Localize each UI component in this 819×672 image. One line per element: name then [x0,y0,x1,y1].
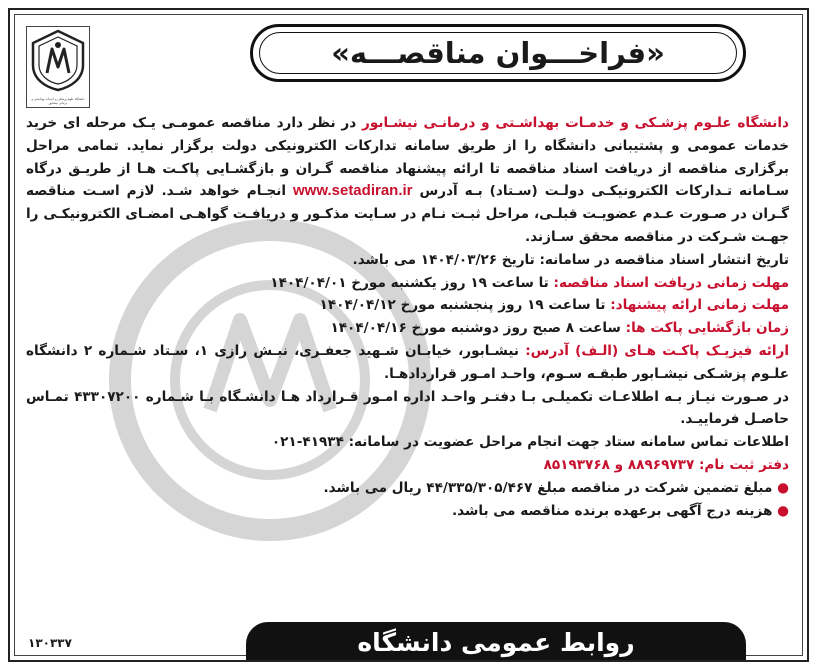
university-name: دانشگاه علـوم پزشـکی و خدمـات بهداشـتی و درمانـی نیشـابور [362,115,789,131]
logo-emblem-icon [27,27,89,93]
header-ribbon [250,24,746,82]
bid-deadline-value: تا ساعت ۱۹ روز پنجشنبه مورخ ۱۴۰۴/۰۴/۱۲ [319,297,606,314]
opening-value: ساعت ۸ صبح روز دوشنبه مورخ ۱۴۰۴/۰۴/۱۶ [330,320,621,337]
guarantee-row [26,477,789,500]
footer-banner [246,622,746,662]
intro-paragraph [26,112,789,249]
logo-caption: دانشگاه علوم پزشکی و خدمات بهداشتی و درمانی نیشابور [31,97,85,105]
envelope-address [26,340,789,386]
announcement-body [26,112,789,522]
opening-label: زمان بازگشایی پاکت ها: [625,320,789,337]
register-office-value: ۸۸۹۶۹۷۳۷ و ۸۵۱۹۳۷۶۸ [543,456,695,473]
intro-end-text: انجـام خواهد شـد. لازم اسـت مناقصه گـران در صـورت عـدم عضویـت قبلـی، مراحل ثبـت نـام در سـایت مذکـور و دریافـت گواهـی امضـای الکترونیکـی را جهـت شـرکت در مناقصه محقق سـازند. [26,183,789,245]
intro-text: در نظر دارد مناقصه عمومـی یـک مرحله ای خرید خدمات عمومی و پشتیبانی دانشگاه را از طریق سامانه تدارکات الکترونیکی دولت برگزار نماید. تمامی مراحل برگزاری مناقصه از دریافت اسناد مناقصه تا ارائه پیشنهاد مناقصه گـران و بازگشـایی پاکـت هـا از طریـق درگاه سـامانه تـدارکات الکترونیکـی دولـت (سـتاد) بـه آدرس [26,115,790,200]
envelope-label: ارائه فیزیـک پاکـت هـای (الـف) آدرس: [525,342,790,359]
register-office-label: دفتر ثبت نام: [699,456,789,473]
footer-title: روابط عمومی دانشگاه [357,627,635,657]
setad-link[interactable]: www.setadiran.ir [293,182,413,200]
ad-cost-text: هزینه درج آگهی برعهده برنده مناقصه می باشد. [451,502,773,519]
setad-contact: اطلاعات تماس سامانه ستاد جهت انجام مراحل عضویت در سامانه: ۴۱۹۳۴-۰۲۱ [271,434,789,451]
guarantee-text: مبلغ تضمین شرکت در مناقصه مبلغ ۴۴/۳۳۵/۳۰۵/۴۶۷ ریال می باشد. [323,479,773,496]
envelope-value: نیشـابور، خیابـان شـهید جعفـری، نبـش رازی ۱، سـتاد شـماره ۲ دانشگاه علـوم پزشـکی نیشـابور طبقـه سـوم، واحـد امـور قراردادهـا. [26,342,789,382]
bullet-icon: ● [777,479,789,496]
doc-deadline-row [26,272,789,295]
doc-deadline-value: تا ساعت ۱۹ روز یکشنبه مورخ ۱۴۰۴/۰۴/۰۱ [270,274,549,291]
opening-row [26,317,789,340]
extra-info: در صـورت نیـاز بـه اطلاعـات تکمیلـی بـا دفتـر واحـد اداره امـور قـرارداد هـا دانشـگاه بـا شـماره ۴۳۳۰۷۲۰۰ تمـاس حاصـل فرماییـد. [26,388,789,428]
bid-deadline-row [26,294,789,317]
doc-deadline-label: مهلت زمانی دریافت اسناد مناقصه: [553,274,789,291]
register-office-row [26,454,789,477]
publish-date: تاریخ انتشار اسناد مناقصه در سامانه: تاریخ ۱۴۰۴/۰۳/۲۶ می باشد. [352,251,789,268]
ad-cost-row [26,500,789,523]
bullet-icon: ● [777,502,789,519]
tender-advertisement [8,8,809,662]
ad-code: ۱۳۰۳۳۷ [28,636,72,650]
page-title: «فراخـــوان مناقصـــه» [331,36,665,70]
bid-deadline-label: مهلت زمانی ارائه پیشنهاد: [610,297,789,314]
university-logo [26,26,90,108]
